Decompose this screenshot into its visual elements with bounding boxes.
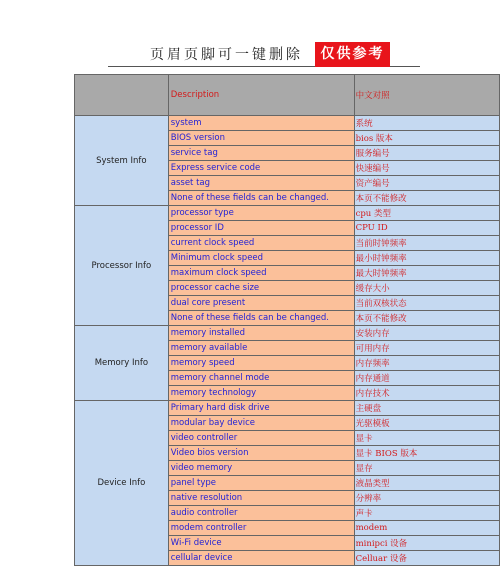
header-chinese: 中文对照 [354, 75, 499, 116]
category-cell: Device Info [75, 401, 169, 566]
chinese-cell: 显卡 [354, 431, 499, 446]
description-cell: None of these fields can be changed. [168, 191, 354, 206]
description-cell: native resolution [168, 491, 354, 506]
description-cell: Video bios version [168, 446, 354, 461]
chinese-cell: 主硬盘 [354, 401, 499, 416]
category-cell: Memory Info [75, 326, 169, 401]
table-row [75, 206, 500, 221]
description-cell: modular bay device [168, 416, 354, 431]
header-rule [108, 66, 320, 67]
description-cell: asset tag [168, 176, 354, 191]
description-cell: processor ID [168, 221, 354, 236]
description-cell: service tag [168, 146, 354, 161]
description-cell: Minimum clock speed [168, 251, 354, 266]
description-cell: BIOS version [168, 131, 354, 146]
chinese-cell: 资产编号 [354, 176, 499, 191]
table-row [75, 326, 500, 341]
description-cell: audio controller [168, 506, 354, 521]
chinese-cell: cpu 类型 [354, 206, 499, 221]
description-cell: current clock speed [168, 236, 354, 251]
chinese-cell: 最小时钟频率 [354, 251, 499, 266]
description-cell: modem controller [168, 521, 354, 536]
header-category-cell [75, 75, 169, 116]
chinese-cell: 安装内存 [354, 326, 499, 341]
category-cell: Processor Info [75, 206, 169, 326]
chinese-cell: 光驱模板 [354, 416, 499, 431]
chinese-cell: 快速编号 [354, 161, 499, 176]
description-cell: None of these fields can be changed. [168, 311, 354, 326]
page-header [0, 0, 500, 74]
description-cell: cellular device [168, 551, 354, 566]
description-cell: panel type [168, 476, 354, 491]
description-cell: Express service code [168, 161, 354, 176]
bios-fields-table [74, 74, 500, 566]
chinese-cell: 本页不能修改 [354, 311, 499, 326]
table-row [75, 401, 500, 416]
chinese-cell: 内存技术 [354, 386, 499, 401]
description-cell: memory installed [168, 326, 354, 341]
chinese-cell: 内存通道 [354, 371, 499, 386]
chinese-cell: 显存 [354, 461, 499, 476]
chinese-cell: bios 版本 [354, 131, 499, 146]
chinese-cell: 内存频率 [354, 356, 499, 371]
chinese-cell: 声卡 [354, 506, 499, 521]
description-cell: system [168, 116, 354, 131]
chinese-cell: 显卡 BIOS 版本 [354, 446, 499, 461]
chinese-cell: minipci 设备 [354, 536, 499, 551]
table-row [75, 116, 500, 131]
chinese-cell: 最大时钟频率 [354, 266, 499, 281]
description-cell: processor cache size [168, 281, 354, 296]
chinese-cell: 服务编号 [354, 146, 499, 161]
description-cell: memory speed [168, 356, 354, 371]
description-cell: memory available [168, 341, 354, 356]
chinese-cell: 缓存大小 [354, 281, 499, 296]
description-cell: video memory [168, 461, 354, 476]
reference-badge: 仅供参考 [315, 42, 390, 67]
header-badge-rule [390, 66, 420, 67]
chinese-cell: 系统 [354, 116, 499, 131]
chinese-cell: 本页不能修改 [354, 191, 499, 206]
chinese-cell: 当前双核状态 [354, 296, 499, 311]
description-cell: Primary hard disk drive [168, 401, 354, 416]
chinese-cell: Celluar 设备 [354, 551, 499, 566]
description-cell: memory channel mode [168, 371, 354, 386]
chinese-cell: 液晶类型 [354, 476, 499, 491]
description-cell: Wi-Fi device [168, 536, 354, 551]
category-cell: System Info [75, 116, 169, 206]
description-cell: dual core present [168, 296, 354, 311]
chinese-cell: 分辨率 [354, 491, 499, 506]
chinese-cell: CPU ID [354, 221, 499, 236]
table-header-row [75, 75, 500, 116]
description-cell: memory technology [168, 386, 354, 401]
header-text: 页眉页脚可一键删除 [150, 47, 303, 63]
description-cell: maximum clock speed [168, 266, 354, 281]
chinese-cell: 可用内存 [354, 341, 499, 356]
description-cell: processor type [168, 206, 354, 221]
chinese-cell: 当前时钟频率 [354, 236, 499, 251]
description-cell: video controller [168, 431, 354, 446]
header-description: Description [168, 75, 354, 116]
chinese-cell: modem [354, 521, 499, 536]
